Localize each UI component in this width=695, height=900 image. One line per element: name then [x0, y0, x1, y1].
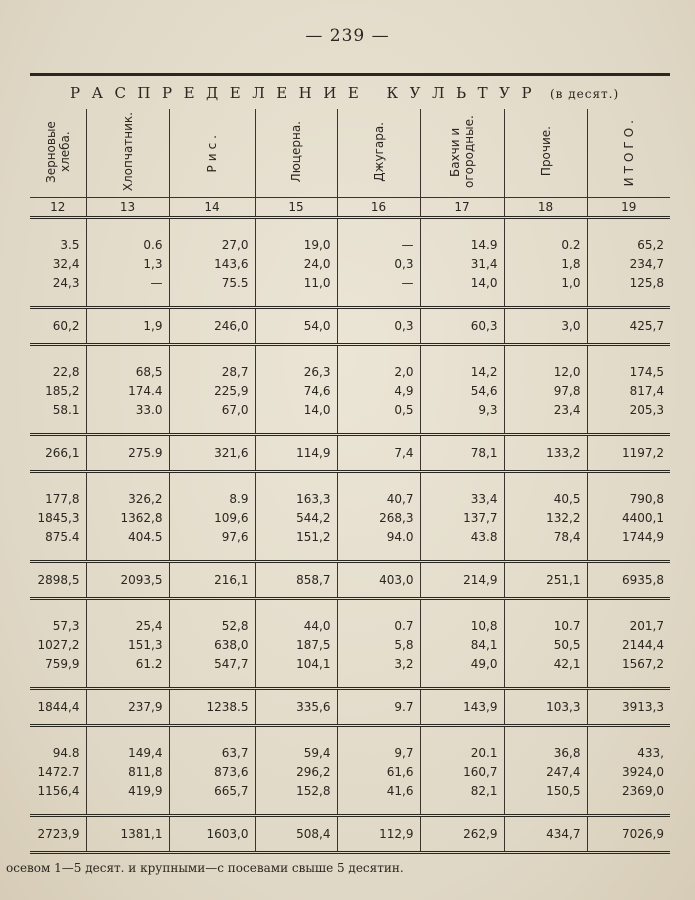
table-cell: 32,4 — [52, 257, 80, 271]
table-cell: 19,0 — [255, 218, 337, 253]
table-cell: 419,9 — [86, 784, 169, 816]
table-cell: 57,3 — [52, 619, 80, 633]
table-cell: 1027,2 — [37, 638, 80, 652]
table-cell: 0,3 — [337, 252, 420, 276]
table-cell: 28,7 — [169, 345, 255, 380]
table-cell: 74,6 — [255, 379, 337, 403]
table-cell: 149,4 — [86, 726, 169, 761]
subtotal-cell: 112,9 — [337, 816, 420, 853]
table-cell: 10.7 — [504, 599, 587, 634]
table-cell: 326,2 — [86, 472, 169, 507]
table-cell: 234,7 — [587, 252, 670, 276]
subtotal-cell: 3,0 — [504, 308, 587, 345]
subtotal-cell: 103,3 — [504, 689, 587, 726]
subtotal-cell: 335,6 — [255, 689, 337, 726]
subtotal-cell: 216,1 — [169, 562, 255, 599]
subtotal-cell: 114,9 — [255, 435, 337, 472]
table-cell: 160,7 — [420, 760, 504, 784]
table-cell: 137,7 — [420, 506, 504, 530]
table-cell: 9,3 — [420, 403, 504, 435]
table-cell: 759,9 — [30, 657, 86, 689]
table-cell: 151,3 — [86, 633, 169, 657]
table-cell: 201,7 — [587, 599, 670, 634]
subtotal-row — [30, 816, 670, 853]
table-cell: 94.0 — [337, 530, 420, 562]
table-cell: 58.1 — [30, 403, 86, 435]
subtotal-cell: 9.7 — [337, 689, 420, 726]
table-cell: 3,2 — [337, 657, 420, 689]
table-cell: 12,0 — [504, 345, 587, 380]
subtotal-cell: 133,2 — [504, 435, 587, 472]
table-cell: 49,0 — [420, 657, 504, 689]
table-cell: 174,5 — [587, 345, 670, 380]
column-number: 19 — [587, 198, 670, 218]
top-rule — [30, 73, 670, 76]
table-cell: 185,2 — [45, 384, 80, 398]
header-melons: Бахчи и огородные. — [448, 115, 476, 188]
table-cell: 665,7 — [169, 784, 255, 816]
table-cell: 97,8 — [504, 379, 587, 403]
table-cell: 33.0 — [86, 403, 169, 435]
header-cell — [30, 109, 86, 198]
table-cell: 873,6 — [169, 760, 255, 784]
subtotal-cell: 143,9 — [420, 689, 504, 726]
table-cell: 14,0 — [255, 403, 337, 435]
table-title-text: РАСПРЕДЕЛЕНИЕ КУЛЬТУР — [70, 84, 544, 102]
table-cell: 14,2 — [420, 345, 504, 380]
table-cell: 150,5 — [504, 784, 587, 816]
table-cell: 1156,4 — [30, 784, 86, 816]
table-cell: 65,2 — [587, 218, 670, 253]
subtotal-cell: 266,1 — [30, 435, 86, 472]
table-cell: 43.8 — [420, 530, 504, 562]
table-cell: 104,1 — [255, 657, 337, 689]
table-cell: 75.5 — [169, 276, 255, 308]
table-cell: 205,3 — [587, 403, 670, 435]
header-alfalfa: Люцерна. — [289, 120, 303, 183]
table-cell: 1,8 — [504, 252, 587, 276]
table-cell: 52,8 — [169, 599, 255, 634]
table-row — [30, 657, 670, 689]
crop-distribution-table — [30, 109, 670, 854]
subtotal-cell: 1844,4 — [30, 689, 86, 726]
table-cell: 404.5 — [86, 530, 169, 562]
table-cell: 20.1 — [420, 726, 504, 761]
column-number: 16 — [337, 198, 420, 218]
table-row — [30, 760, 670, 784]
table-cell: 61,6 — [337, 760, 420, 784]
table-cell: 82,1 — [420, 784, 504, 816]
column-number-row — [30, 198, 670, 218]
table-cell: 1744,9 — [587, 530, 670, 562]
table-row — [30, 506, 670, 530]
table-cell: 3924,0 — [587, 760, 670, 784]
table-cell: 433, — [587, 726, 670, 761]
table-cell: 875.4 — [30, 530, 86, 562]
subtotal-cell: 60,3 — [420, 308, 504, 345]
table-cell: 1472.7 — [37, 765, 80, 779]
table-cell: 97,6 — [169, 530, 255, 562]
table-cell: 174.4 — [86, 379, 169, 403]
subtotal-cell: 6935,8 — [587, 562, 670, 599]
footnote: осевом 1—5 десят. и крупными—с посевами свыше 5 десятин. — [6, 861, 404, 875]
table-cell: 59,4 — [255, 726, 337, 761]
table-cell: 296,2 — [255, 760, 337, 784]
table-cell: 109,6 — [169, 506, 255, 530]
subtotal-cell: 1197,2 — [587, 435, 670, 472]
subtotal-cell: 1381,1 — [86, 816, 169, 853]
subtotal-cell: 1,9 — [86, 308, 169, 345]
table-cell: 54,6 — [420, 379, 504, 403]
table-cell: 9,7 — [337, 726, 420, 761]
subtotal-cell: 321,6 — [169, 435, 255, 472]
table-cell: — — [86, 276, 169, 308]
table-cell: 1845,3 — [37, 511, 80, 525]
header-rice: Рис. — [205, 130, 219, 173]
subtotal-cell: 237,9 — [86, 689, 169, 726]
table-row — [30, 530, 670, 562]
table-cell: 27,0 — [169, 218, 255, 253]
header-cell — [86, 109, 169, 198]
table-cell: 4400,1 — [587, 506, 670, 530]
table-cell: 125,8 — [587, 276, 670, 308]
table-cell: 14,0 — [420, 276, 504, 308]
table-row — [30, 403, 670, 435]
table-cell: 811,8 — [86, 760, 169, 784]
table-cell: 40,7 — [337, 472, 420, 507]
subtotal-cell: 251,1 — [504, 562, 587, 599]
column-number: 12 — [30, 198, 86, 218]
table-row — [30, 599, 670, 634]
table-cell: 0.2 — [504, 218, 587, 253]
header-cell — [587, 109, 670, 198]
table-cell: 2369,0 — [587, 784, 670, 816]
subtotal-cell: 425,7 — [587, 308, 670, 345]
header-cell — [255, 109, 337, 198]
table-row — [30, 379, 670, 403]
table-cell: 638,0 — [169, 633, 255, 657]
header-row — [30, 109, 670, 198]
table-cell: 84,1 — [420, 633, 504, 657]
table-cell: 33,4 — [420, 472, 504, 507]
subtotal-cell: 1238.5 — [169, 689, 255, 726]
header-total: ИТОГО. — [621, 116, 636, 187]
subtotal-cell: 434,7 — [504, 816, 587, 853]
table-row — [30, 472, 670, 507]
column-number: 17 — [420, 198, 504, 218]
table-cell: 26,3 — [255, 345, 337, 380]
table-cell: 2144,4 — [587, 633, 670, 657]
subtotal-cell: 7026,9 — [587, 816, 670, 853]
table-cell: 24,0 — [255, 252, 337, 276]
table-cell: 23,4 — [504, 403, 587, 435]
table-row — [30, 276, 670, 308]
table-title — [30, 84, 670, 106]
table-cell: 3.5 — [60, 238, 80, 252]
table-cell: 5,8 — [337, 633, 420, 657]
header-cell — [337, 109, 420, 198]
table-cell: 61.2 — [86, 657, 169, 689]
table-cell: 31,4 — [420, 252, 504, 276]
table-cell: 10,8 — [420, 599, 504, 634]
subtotal-row — [30, 562, 670, 599]
subtotal-row — [30, 308, 670, 345]
table-cell: 152,8 — [255, 784, 337, 816]
column-number: 15 — [255, 198, 337, 218]
header-jugara: Джугара. — [371, 121, 386, 182]
table-cell: 187,5 — [255, 633, 337, 657]
table-row — [30, 633, 670, 657]
table-cell: 25,4 — [86, 599, 169, 634]
table-cell: 42,1 — [504, 657, 587, 689]
column-number: 13 — [86, 198, 169, 218]
column-number: 18 — [504, 198, 587, 218]
table-cell: 547,7 — [169, 657, 255, 689]
subtotal-cell: 262,9 — [420, 816, 504, 853]
subtotal-cell: 858,7 — [255, 562, 337, 599]
table-cell: 151,2 — [255, 530, 337, 562]
table-cell: 2,0 — [337, 345, 420, 380]
table-cell: 225,9 — [169, 379, 255, 403]
subtotal-cell: 1603,0 — [169, 816, 255, 853]
subtotal-cell: 275.9 — [86, 435, 169, 472]
subtotal-cell: 2898,5 — [30, 562, 86, 599]
subtotal-cell: 54,0 — [255, 308, 337, 345]
table-cell: — — [337, 218, 420, 253]
table-cell: 817,4 — [587, 379, 670, 403]
subtotal-cell: 2093,5 — [86, 562, 169, 599]
table-cell: 22,8 — [52, 365, 80, 379]
subtotal-row — [30, 689, 670, 726]
subtotal-cell: 7,4 — [337, 435, 420, 472]
table-cell: 68,5 — [86, 345, 169, 380]
header-cell — [504, 109, 587, 198]
table-cell: 790,8 — [587, 472, 670, 507]
table-cell: — — [337, 276, 420, 308]
table-body — [30, 198, 670, 853]
table-cell: 0.7 — [337, 599, 420, 634]
table-cell: 143,6 — [169, 252, 255, 276]
subtotal-cell: 3913,3 — [587, 689, 670, 726]
table-cell: 11,0 — [255, 276, 337, 308]
table-cell: 63,7 — [169, 726, 255, 761]
subtotal-cell: 246,0 — [169, 308, 255, 345]
header-other: Прочие. — [538, 126, 553, 177]
subtotal-cell: 60,2 — [30, 308, 86, 345]
table-cell: 268,3 — [337, 506, 420, 530]
table-row — [30, 218, 670, 253]
table-cell: 544,2 — [255, 506, 337, 530]
table-cell: 1567,2 — [587, 657, 670, 689]
subtotal-cell: 0,3 — [337, 308, 420, 345]
table-cell: 50,5 — [504, 633, 587, 657]
subtotal-cell: 214,9 — [420, 562, 504, 599]
column-number: 14 — [169, 198, 255, 218]
subtotal-cell: 78,1 — [420, 435, 504, 472]
table-cell: 94.8 — [52, 746, 80, 760]
table-row — [30, 345, 670, 380]
table-cell: 67,0 — [169, 403, 255, 435]
header-grain: Зерновые хлеба. — [43, 120, 72, 183]
table-cell: 40,5 — [504, 472, 587, 507]
header-cell — [169, 109, 255, 198]
table-cell: 1,0 — [504, 276, 587, 308]
header-cell — [420, 109, 504, 198]
subtotal-cell: 2723,9 — [30, 816, 86, 853]
table-cell: 24,3 — [30, 276, 86, 308]
table-cell: 247,4 — [504, 760, 587, 784]
table-cell: 44,0 — [255, 599, 337, 634]
table-cell: 14.9 — [420, 218, 504, 253]
table-title-unit: (в десят.) — [550, 87, 620, 101]
table-row — [30, 784, 670, 816]
table-cell: 41,6 — [337, 784, 420, 816]
table-cell: 1362,8 — [86, 506, 169, 530]
table-cell: 0.6 — [86, 218, 169, 253]
table-row — [30, 726, 670, 761]
table-cell: 4,9 — [337, 379, 420, 403]
table-cell: 1,3 — [86, 252, 169, 276]
table-cell: 36,8 — [504, 726, 587, 761]
subtotal-cell: 403,0 — [337, 562, 420, 599]
header-cotton: Хлопчатник. — [120, 111, 135, 192]
table-cell: 8.9 — [169, 472, 255, 507]
table-cell: 78,4 — [504, 530, 587, 562]
table-cell: 163,3 — [255, 472, 337, 507]
table-row — [30, 252, 670, 276]
table-cell: 0,5 — [337, 403, 420, 435]
table-cell: 132,2 — [504, 506, 587, 530]
subtotal-cell: 508,4 — [255, 816, 337, 853]
page-number: — 239 — — [305, 26, 390, 46]
table-cell: 177,8 — [45, 492, 80, 506]
subtotal-row — [30, 435, 670, 472]
